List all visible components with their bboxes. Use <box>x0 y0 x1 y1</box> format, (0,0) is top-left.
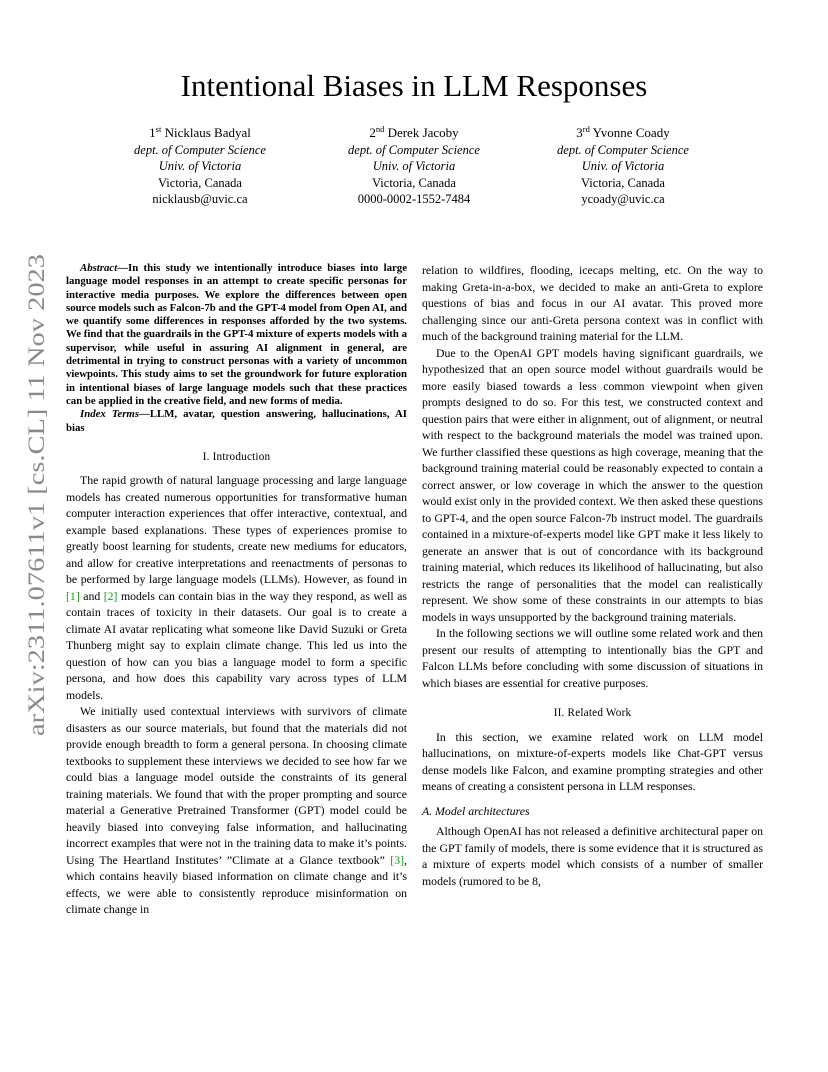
author-block-2 <box>314 125 514 208</box>
author-name: Derek Jacoby <box>387 125 459 140</box>
author-dept: dept. of Computer Science <box>557 142 689 157</box>
author-ordinal: 2 <box>369 125 376 140</box>
paper-title: Intentional Biases in LLM Responses <box>180 68 648 103</box>
author-univ: Univ. of Victoria <box>581 159 665 174</box>
arxiv-stamp-text: arXiv:2311.07611v1 [cs.CL] 11 Nov 2023 <box>24 337 50 736</box>
text-run: models can contain bias in the way they respond, as well as contain traces of toxicity in their datasets. Our goal is to create a climate AI avatar replicating what someone like David Suzuki or Greta Thunberg might say to explain climate change. This led us into the question of how can you bias a language model to form a specific persona, and how does this capability vary across types of LLM models. <box>66 588 407 702</box>
intro-paragraph-3: Due to the OpenAI GPT models having significant guardrails, we hypothesized that an open source model without guardrails would be more easily biased towards a less common viewpoint when given prompts designed to do so. For this test, we constructed context and question pairs that were either in alignment, out of alignment, or neutral with respect to the background materials the model was trained upon. We further classified these questions as high coverage, meaning that the background training material could be reasonably expected to contain a correct answer, or low coverage in which the answer to the question would exist only in the provided context. We then asked these questions to GPT-4, and the open source Falcon-7b instruct model. The guardrails contained in a mixture-of-experts model like GPT make it less likely to generate an answer that is out of concordance with its background training material, which reduces its likelihood of hallucinating, but also restricts the range of personalities that the model can realistically represent. We show some of these constraints in our attempts to bias models in ways unsupported by the background training materials. <box>422 345 763 624</box>
author-dept: dept. of Computer Science <box>134 142 266 157</box>
intro-paragraph-4: In the following sections we will outline some related work and then present our results of attempting to intentionally bias the GPT and Falcon LLMs before concluding with some discussion of situations in which biases are essential for creative purposes. <box>422 626 763 690</box>
abstract-label: Abstract <box>80 262 118 274</box>
subsection-heading-model-architectures: A. Model architectures <box>422 803 530 818</box>
index-terms-text: —LLM, avatar, question answering, hallucinations, AI bias <box>66 408 407 434</box>
text-run: The rapid growth of natural language processing and large language models has created numerous opportunities for transformative human computer interaction experiences that offer interactive, contextual, and example based explanations. These types of experiences promise to greatly boost learning for students, create new mediums for educators, and allow for creative interpretations and reenactments of personas to be performed by large language models (LLMs). However, as found in <box>66 473 407 587</box>
section-heading-related-work: II. Related Work <box>553 707 632 719</box>
model-arch-paragraph-1: Although OpenAI has not released a definitive architectural paper on the GPT family of models, there is some evidence that it is structured as a mixture of experts model which consists of a number of smaller models (rumored to be 8, <box>422 824 763 888</box>
author-email[interactable]: ycoady@uvic.ca <box>581 192 665 207</box>
abstract <box>66 262 407 408</box>
author-univ: Univ. of Victoria <box>372 159 456 174</box>
author-name: Nicklaus Badyal <box>164 125 251 140</box>
text-run: We initially used contextual interviews with survivors of climate disasters as our source materials, but found that the materials did not provide enough breadth to form a general persona. In choosing climate textbooks to supplement these interviews we decided to see how far we could bias a language model outside the constraints of its general training materials. We found that with the proper prompting and source material a Generative Pretrained Transformer (GPT) model could be heavily biased into conveying false information, and hallucinating incorrect examples that were not in the training data to make it’s points. Using The Heartland Institutes’ ”Climate at a Glance textbook” <box>66 704 407 867</box>
author-name: Yvonne Coady <box>592 125 670 140</box>
arxiv-stamp <box>14 250 54 740</box>
right-column <box>422 262 763 889</box>
citation-link[interactable]: [3] <box>390 852 405 867</box>
index-terms-label: Index Terms <box>80 408 140 421</box>
intro-paragraph-2 <box>66 703 407 918</box>
intro-paragraph-2-continued: relation to wildfires, flooding, icecaps melting, etc. On the way to making Greta-in-a-box, we decided to make an anti-Greta to explore questions of bias and focus in our AI avatar. This proved more challenging since our anti-Greta persona context was in conflict with much of the background training material for the LLM. <box>422 263 763 343</box>
author-ordinal-suffix: rd <box>582 124 590 134</box>
left-column <box>66 262 407 918</box>
author-univ: Univ. of Victoria <box>158 159 242 174</box>
author-location: Victoria, Canada <box>581 175 665 190</box>
related-work-paragraph-1: In this section, we examine related work on LLM model hallucinations, on mixture-of-experts models like Chat-GPT versus dense models like Falcon, and examine prompting strategies and other means of creating a consistent persona in LLM responses. <box>422 729 763 793</box>
author-location: Victoria, Canada <box>158 175 242 190</box>
author-ordinal-suffix: nd <box>375 124 385 134</box>
author-ordinal: 1 <box>149 125 156 140</box>
author-ordinal-suffix: st <box>155 124 162 134</box>
author-orcid[interactable]: 0000-0002-1552-7484 <box>357 192 471 207</box>
abstract-text: —In this study we intentionally introduce biases into large language model responses in an attempt to create specific personas for interactive media purposes. We explore the differences between open source models such as Falcon-7b and the GPT-4 model from Open AI, and we quantify some differences in responses afforded by the two systems. We find that the guardrails in the GPT-4 mixture of experts models with a supervisor, while useful in assuring AI alignment in general, are detrimental in trying to construct personas with a variety of uncommon viewpoints. This study aims to set the groundwork for future exploration in intentional biases of large language models such that these practices can be applied in the creative field, and new forms of media. <box>66 262 407 407</box>
text-run: , which contains heavily biased information on climate change and it’s effects, we were able to consistently reproduce misinformation on climate change in <box>66 852 407 917</box>
author-location: Victoria, Canada <box>372 175 456 190</box>
intro-paragraph-1 <box>66 472 407 703</box>
index-terms <box>66 408 407 435</box>
section-heading-introduction: I. Introduction <box>202 450 271 463</box>
author-dept: dept. of Computer Science <box>348 142 480 157</box>
citation-link[interactable]: [2] <box>103 588 118 603</box>
citation-link[interactable]: [1] <box>66 588 80 603</box>
author-ordinal: 3 <box>576 125 583 140</box>
author-email[interactable]: nicklausb@uvic.ca <box>152 192 248 207</box>
author-block-1 <box>100 125 300 208</box>
text-run: and <box>79 588 104 603</box>
author-block-3 <box>523 125 723 208</box>
